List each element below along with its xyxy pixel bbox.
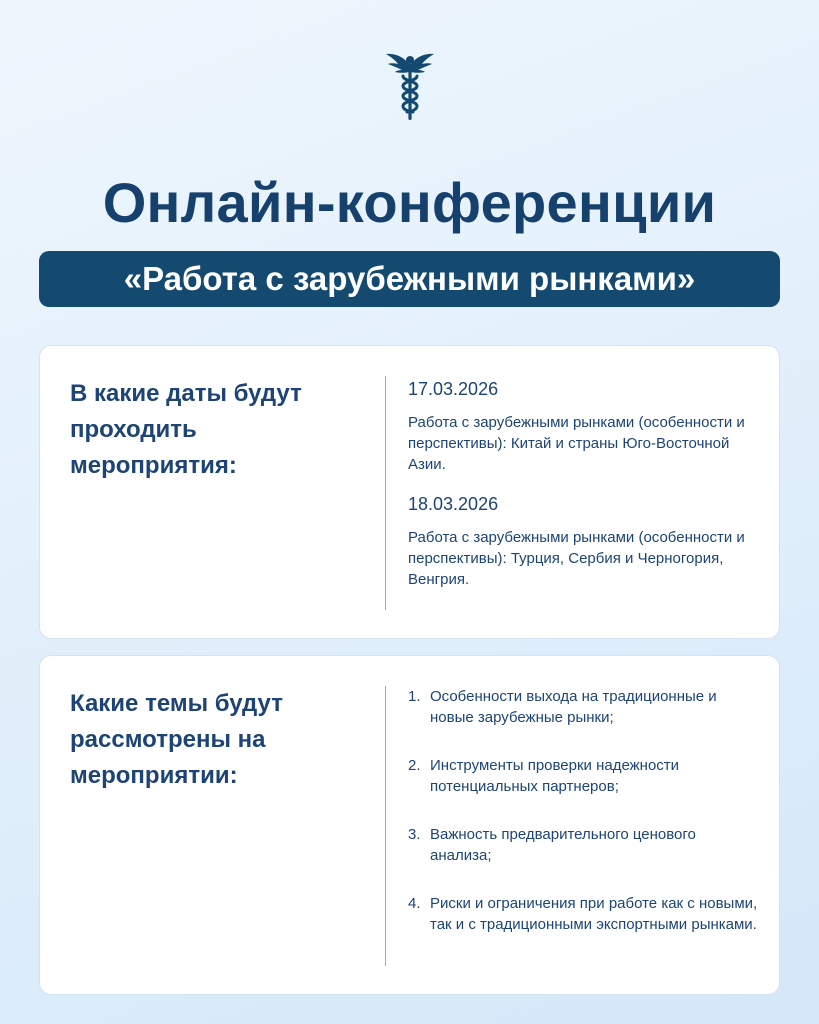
event-description: Работа с зарубежными рынками (особенности и перспективы): Турция, Сербия и Черногория, Венгрия. [408,529,745,588]
card-divider [385,376,386,610]
topic-number: 3. [408,826,421,843]
list-item [408,824,758,866]
page-title: Онлайн-конференции [102,171,717,234]
list-item [408,893,758,935]
subtitle-text: «Работа с зарубежными рынками» [123,260,696,297]
topics-card [39,655,780,995]
topic-text: Особенности выхода на традиционные и новые зарубежные рынки; [430,688,717,726]
list-item [408,686,758,728]
topic-number: 4. [408,895,421,912]
list-item [408,755,758,797]
event-date: 17.03.2026 [408,379,499,399]
topic-text: Инструменты проверки надежности потенциальных партнеров; [430,757,680,795]
topics-list [408,686,758,962]
events-list [408,378,758,608]
event-description: Работа с зарубежными рынками (особенности и перспективы): Китай и страны Юго-Восточной Азии. [408,414,745,473]
event-item [408,378,758,475]
topic-text: Риски и ограничения при работе как с новыми, так и с традиционными экспортными рынками. [430,895,758,933]
card-divider [385,686,386,966]
dates-card [39,345,780,639]
event-date: 18.03.2026 [408,494,499,514]
event-item [408,493,758,590]
dates-question: В какие даты будут проходить мероприятия: [70,380,302,479]
topic-number: 1. [408,688,421,705]
caduceus-icon [385,50,435,122]
topic-number: 2. [408,757,421,774]
subtitle-banner [39,251,780,307]
topic-text: Важность предварительного ценового анализа; [430,826,696,864]
topics-question: Какие темы будут рассмотрены на мероприятии: [70,690,283,789]
